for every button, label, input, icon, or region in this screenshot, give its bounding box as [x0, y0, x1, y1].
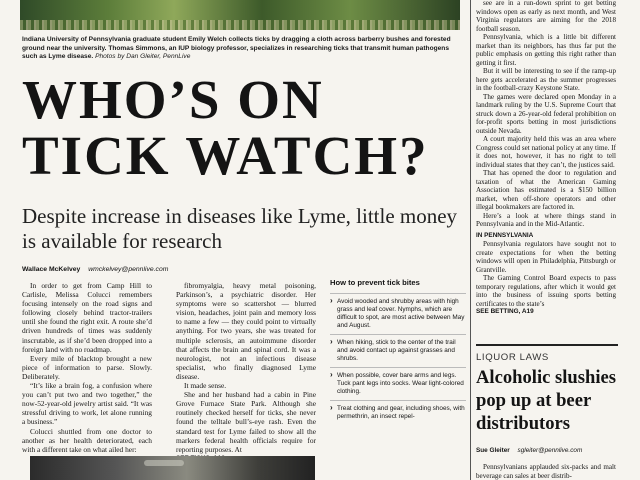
- column-divider: [470, 0, 471, 480]
- betting-paragraph: The Gaming Control Board expects to pass temporary regulations, after which it would get into the business of issuing sports betting certificates to the state’s: [476, 274, 616, 308]
- betting-story: [476, 0, 616, 317]
- story-paragraph: She and her husband had a cabin in Pine Grove Furnace State Park. Although she routinely checked herself for ticks, she never found the telltale bull’s-eye rash. Even the standard test for Lyme failed to show all the markers federal health officials require for reporting purposes. At: [176, 390, 316, 454]
- top-photo: [20, 0, 460, 30]
- betting-paragraph: That has opened the door to regulation and taxation of what the American Gaming Association has estimated is a $150 billion market, when off-shore operators and other illegal bookmakers are factored in.: [476, 169, 616, 211]
- liquor-headline: Alcoholic slushies pop up at beer distributors: [476, 367, 616, 434]
- story-paragraph: “It’s like a brain fog, a confusion where you can’t put two and two together,” the now-52-year-old jewelry artist said. “It was stressful driving to work, let alone running a business.”: [22, 381, 152, 427]
- sidebar-tip: › Treat clothing and gear, including shoes, with permethrin, an insect repel-: [330, 400, 466, 425]
- betting-paragraph: see are in a run-down sprint to get betting windows open as early as next month, and West Virginia regulators are aiming for the 2018 football season.: [476, 0, 616, 33]
- photo-credit: Photos by Dan Gleiter, PennLive: [95, 53, 191, 61]
- story-paragraph: Colucci shuttled from one doctor to another as her health deteriorated, each with a different take on what ailed her:: [22, 426, 152, 454]
- bottom-photo: [30, 456, 315, 480]
- liquor-byline: [476, 447, 582, 454]
- byline-name: Sue Gleiter: [476, 447, 510, 454]
- story-paragraph: fibromyalgia, heavy metal poisoning, Parkinson’s, a psychiatric disorder. Her symptoms were so scattershot — blurred vision, headaches, joint pain and memory loss to name a few — they could point to virtually anything. For two years, she was treated for multiple sclerosis, an autoimmune disorder that affects the brain and spinal cord. It was a neurologist, not an infectious disease specialist, who finally diagnosed Lyme disease.: [176, 281, 316, 381]
- story-paragraph: In order to get from Camp Hill to Carlisle, Melissa Colucci remembers focusing intensely on the road signs and following closely behind tractor-trailers until she found the right exit. A route she’d driven hundreds of times was suddenly inscrutable, as if she’d been dropped into a foreign land with no roadmap.: [22, 281, 152, 354]
- caption-text: Indiana University of Pennsylvania graduate student Emily Welch collects ticks by dragging a cloth across barberry bushes and forested ground near the university. Thomas Simmons, an IUP biology professor, specializes in researching ticks that transmit human pathogens such as Lyme disease.: [22, 36, 451, 61]
- betting-paragraph: A court majority held this was an area where Congress could set national policy at any time. If it does not, however, it has no right to tell individual states that they can’t, the justices said.: [476, 135, 616, 169]
- byline-email[interactable]: sgleiter@pennlive.com: [517, 447, 583, 454]
- byline-email[interactable]: wmckelvey@pennlive.com: [88, 266, 169, 273]
- photo-caption: [22, 36, 462, 62]
- betting-subhead: IN PENNSYLVANIA: [476, 231, 534, 239]
- story-paragraph: It made sense.: [184, 381, 227, 391]
- jump-link-betting[interactable]: SEE BETTING, A19: [476, 308, 534, 315]
- sidebar-title: How to prevent tick bites: [330, 278, 420, 287]
- betting-paragraph: But it will be interesting to see if the ramp-up here gets accelerated as the summer progresses in the football-crazy Keystone State.: [476, 67, 616, 92]
- betting-paragraph: Here’s a look at where things stand in Pennsylvania and in the Mid-Atlantic.: [476, 211, 616, 228]
- betting-paragraph: The games were declared open Monday in a landmark ruling by the U.S. Supreme Court that struck down a 26-year-old federal prohibition on for-profit sports betting in most jurisdictions outside Nevada.: [476, 92, 616, 135]
- deck: Despite increase in diseases like Lyme, little money is available for research: [22, 204, 458, 253]
- betting-paragraph: Pennsylvania regulators have sought not to create expectations for when the betting windows will open in Philadelphia, Pittsburgh or Grantville.: [476, 240, 616, 274]
- liquor-paragraph: Pennsylvanians applauded six-packs and malt beverage can sales at beer distrib-: [476, 463, 616, 480]
- byline-name: Wallace McKelvey: [22, 266, 81, 273]
- section-rule: [476, 344, 618, 346]
- sidebar-tip: › When possible, cover bare arms and legs. Tuck pant legs into socks. Wear light-colored clothing.: [330, 367, 466, 400]
- tick-tips-sidebar: [330, 278, 466, 425]
- main-headline: WHO’S ON TICK WATCH?: [22, 69, 429, 186]
- byline: [22, 266, 168, 273]
- story-paragraph: Every mile of blacktop brought a new piece of information to parse. Slowly. Deliberately.: [22, 353, 152, 381]
- liquor-story: [476, 463, 616, 480]
- sidebar-tip: › When hiking, stick to the center of the trail and avoid contact up against grasses and shrubs.: [330, 334, 466, 367]
- story-column-1: [22, 281, 152, 454]
- story-column-2: [176, 281, 316, 463]
- sidebar-tip: › Avoid wooded and shrubby areas with high grass and leaf cover. Nymphs, which are difficult to spot, are most active between May and August.: [330, 293, 466, 334]
- betting-paragraph: Pennsylvania, which is a little bit different market than its neighbors, has thus far put the public emphasis on getting this right rather than getting it first.: [476, 33, 616, 67]
- section-label: LIQUOR LAWS: [476, 352, 549, 363]
